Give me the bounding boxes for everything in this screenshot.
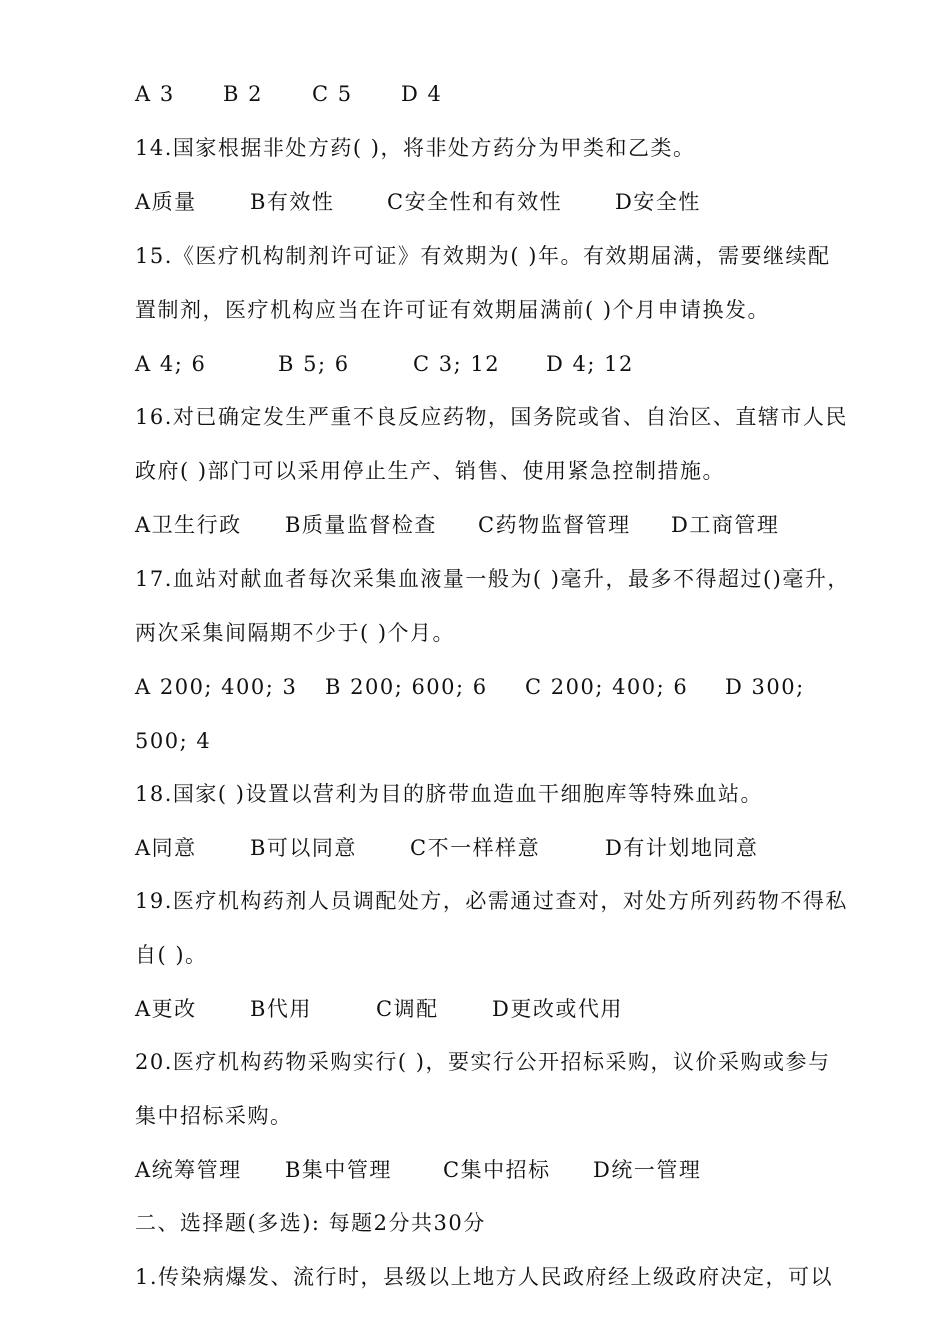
question-18-stem: 18.国家( )设置以营利为目的脐带血造血干细胞库等特殊血站。 xyxy=(135,782,763,806)
option-d: D 4; 12 xyxy=(546,352,634,376)
option-b: B集中管理 xyxy=(285,1158,392,1182)
option-b: B 5; 6 xyxy=(278,352,350,376)
option-d: D 4 xyxy=(401,82,443,106)
option-a: A统筹管理 xyxy=(135,1158,242,1182)
option-d: D安全性 xyxy=(615,190,701,214)
question-15-stem-line1: 15.《医疗机构制剂许可证》有效期为( )年。有效期届满，需要继续配 xyxy=(135,244,831,268)
option-a: A 3 xyxy=(135,82,175,106)
option-c: C调配 xyxy=(376,997,439,1021)
option-c: C不一样样意 xyxy=(410,836,541,860)
option-c: C药物监督管理 xyxy=(478,513,631,537)
option-b: B 200; 600; 6 xyxy=(325,675,488,699)
question-17-options-wrap: 500; 4 xyxy=(135,729,212,753)
option-c: C集中招标 xyxy=(443,1158,551,1182)
option-c: C 5 xyxy=(312,82,353,106)
question-17-stem-line1: 17.血站对献血者每次采集血液量一般为( )毫升，最多不得超过()毫升， xyxy=(135,567,850,591)
option-c: C 3; 12 xyxy=(413,352,501,376)
option-a: A更改 xyxy=(135,997,197,1021)
question-20-stem-line1: 20.医疗机构药物采购实行( )，要实行公开招标采购，议价采购或参与 xyxy=(135,1050,831,1074)
section-heading: 二、选择题(多选): 每题2分共30分 xyxy=(135,1211,486,1235)
question-16-stem-line2: 政府( )部门可以采用停止生产、销售、使用紧急控制措施。 xyxy=(135,459,726,483)
question-16-stem-line1: 16.对已确定发生严重不良反应药物，国务院或省、自治区、直辖市人民 xyxy=(135,405,848,429)
question-20-stem-line2: 集中招标采购。 xyxy=(135,1104,293,1128)
option-b: B代用 xyxy=(250,997,312,1021)
option-c: C 200; 400; 6 xyxy=(525,675,689,699)
option-b: B质量监督检查 xyxy=(285,513,437,537)
option-a: A卫生行政 xyxy=(135,513,242,537)
option-c: C安全性和有效性 xyxy=(387,190,563,214)
option-d: D更改或代用 xyxy=(492,997,623,1021)
multi-question-1-stem-line1: 1.传染病爆发、流行时，县级以上地方人民政府经上级政府决定，可以 xyxy=(135,1265,834,1289)
question-15-stem-line2: 置制剂，医疗机构应当在许可证有效期届满前( )个月申请换发。 xyxy=(135,298,771,322)
option-a: A 200; 400; 3 xyxy=(135,675,298,699)
option-b: B 2 xyxy=(223,82,263,106)
option-d: D统一管理 xyxy=(593,1158,702,1182)
option-d: D工商管理 xyxy=(671,513,780,537)
option-d: D 300; xyxy=(725,675,805,699)
option-b: B有效性 xyxy=(250,190,335,214)
option-b: B可以同意 xyxy=(250,836,357,860)
option-a: A同意 xyxy=(135,836,197,860)
option-a: A 4; 6 xyxy=(135,352,207,376)
question-17-stem-line2: 两次采集间隔期不少于( )个月。 xyxy=(135,621,456,645)
question-14-stem: 14.国家根据非处方药( )，将非处方药分为甲类和乙类。 xyxy=(135,136,696,160)
question-19-stem-line2: 自( )。 xyxy=(135,943,208,967)
option-d: D有计划地同意 xyxy=(605,836,759,860)
question-19-stem-line1: 19.医疗机构药剂人员调配处方，必需通过查对，对处方所列药物不得私 xyxy=(135,889,848,913)
option-a: A质量 xyxy=(135,190,197,214)
